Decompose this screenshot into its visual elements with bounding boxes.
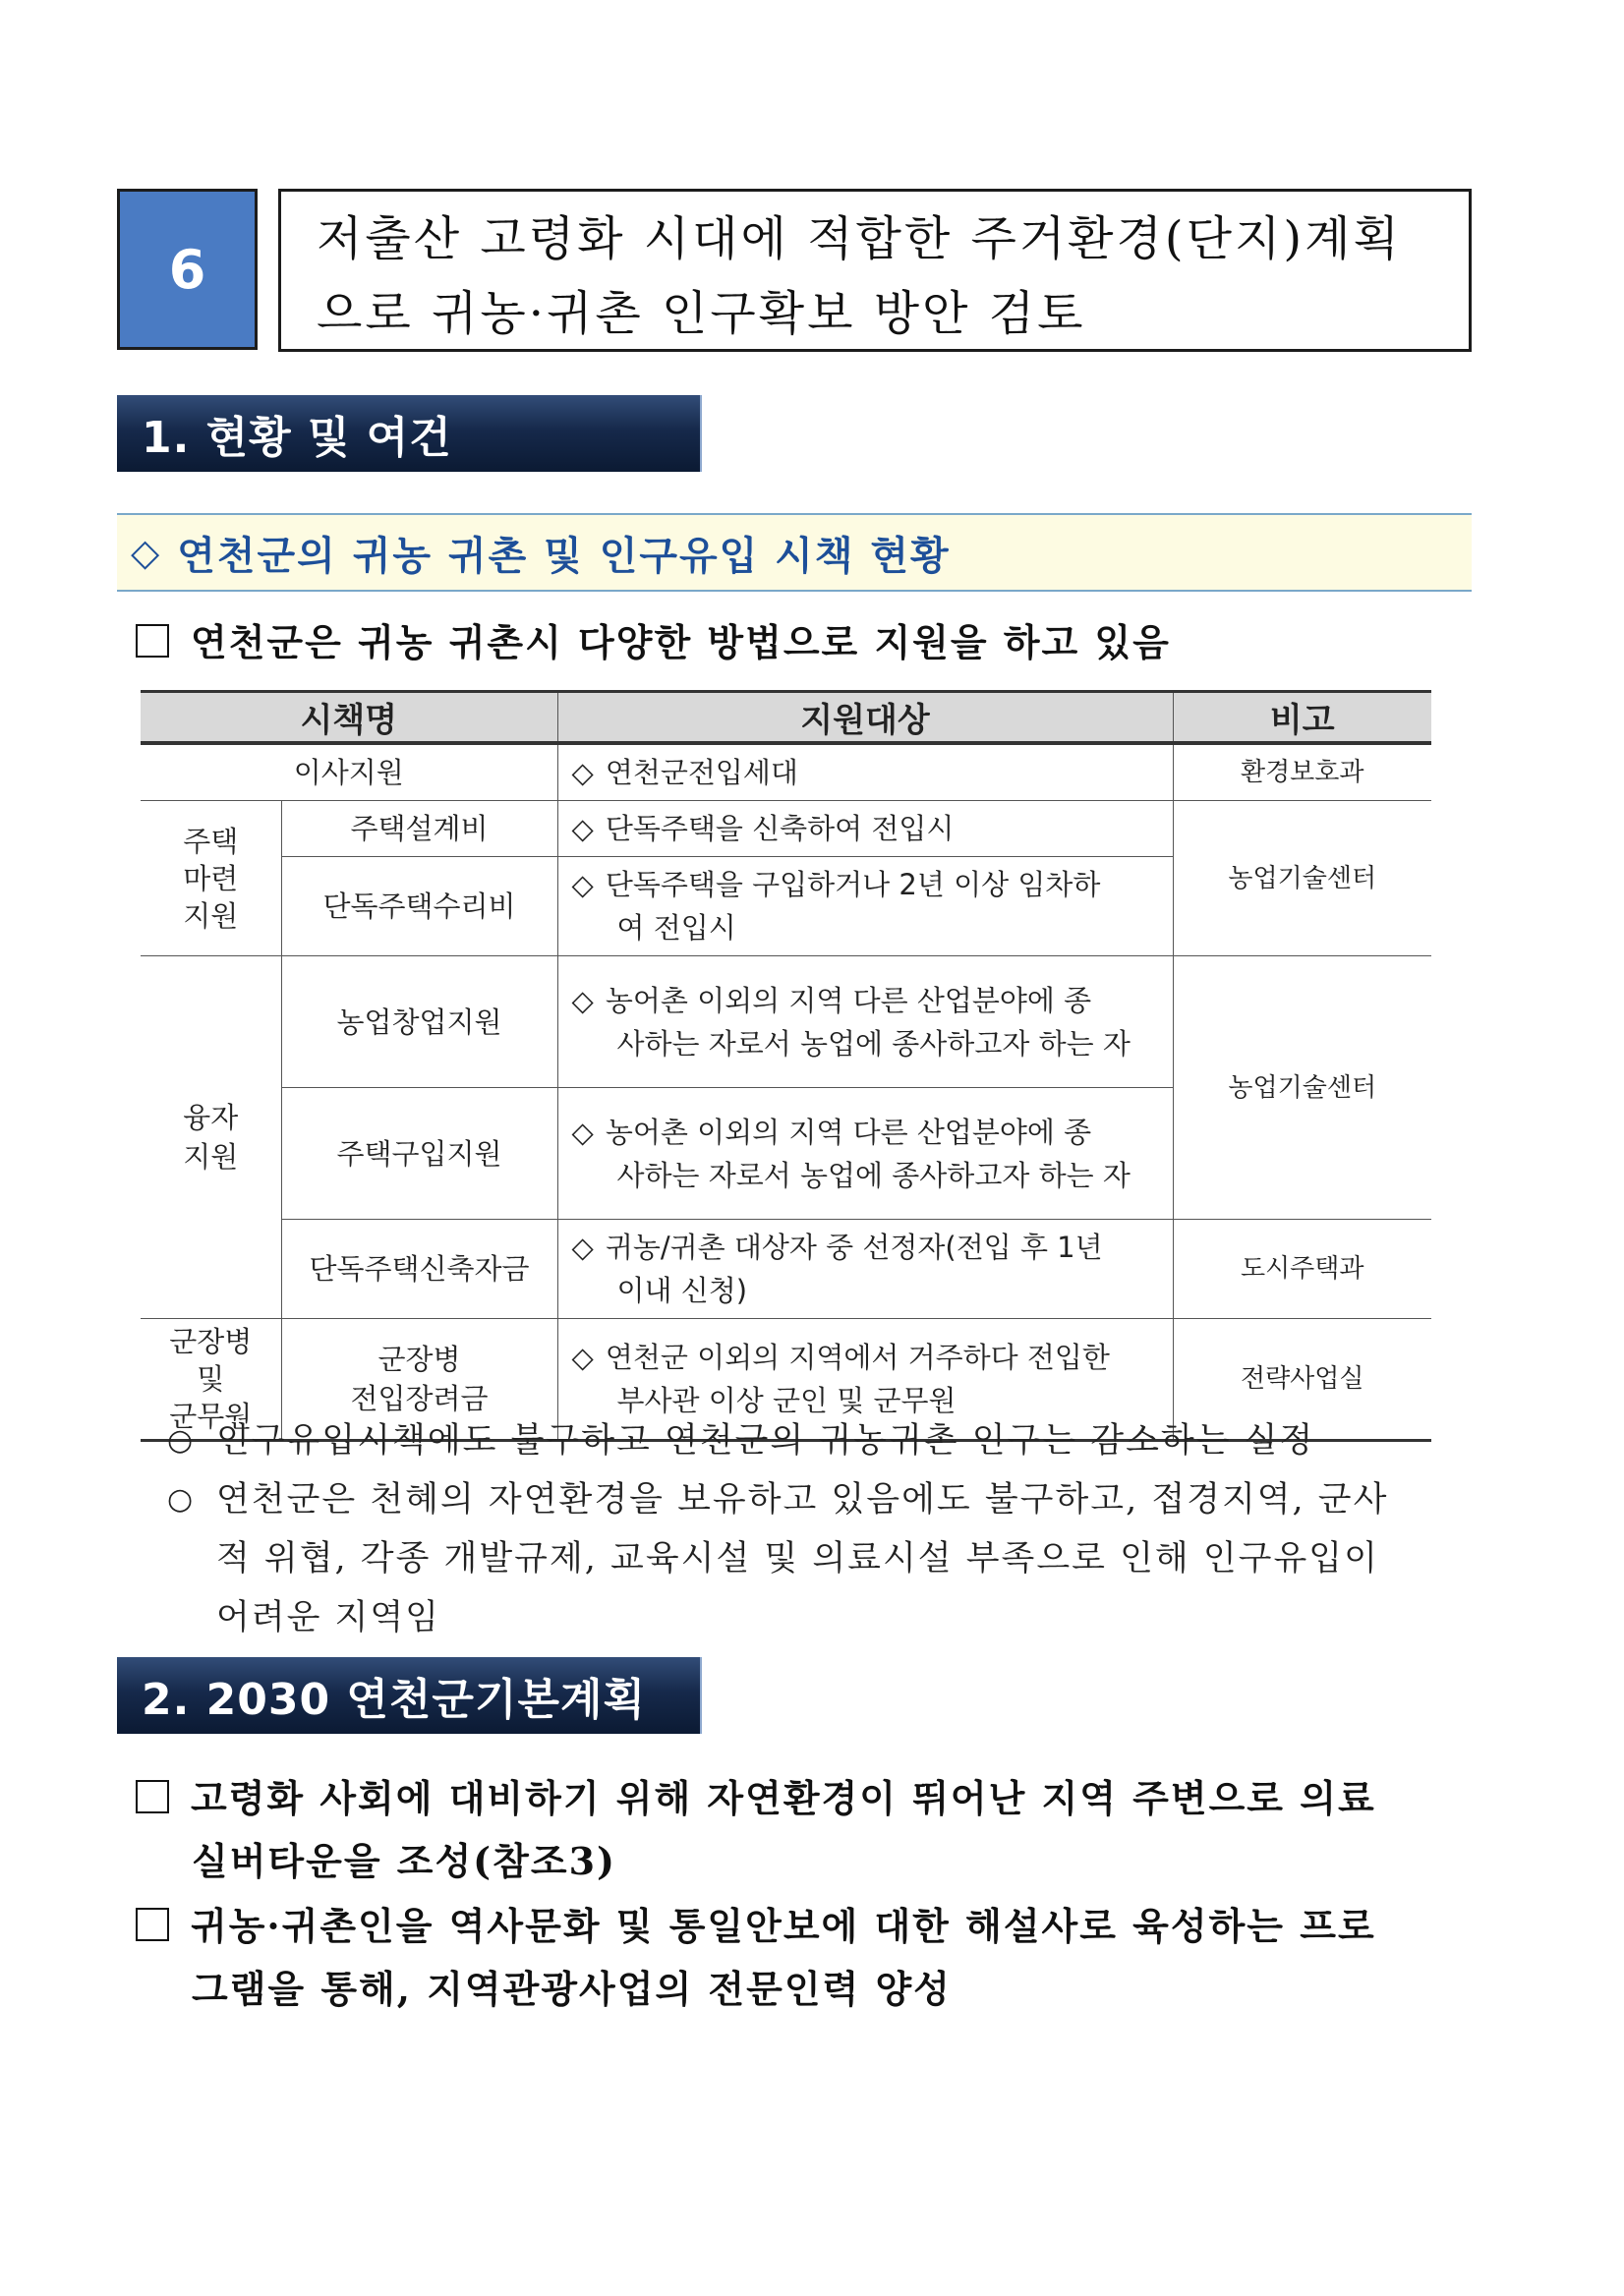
bullet-text: 연천군은 천혜의 자연환경을 보유하고 있음에도 불구하고, 접경지역, 군사	[216, 1480, 1389, 1520]
category-loan	[141, 956, 281, 1319]
plan-item-text-cont: 실버타운을 조성(참조3)	[192, 1839, 617, 1883]
diamond-icon: ◇	[571, 868, 594, 901]
plan-item	[136, 1895, 1376, 2021]
policy-target-text: 농어촌 이외의 지역 다른 산업분야에 종	[605, 1115, 1092, 1149]
category-housing-line: 마련	[183, 861, 239, 895]
category-housing	[141, 801, 281, 956]
policy-target-text-cont: 부사관 이상 군인 및 군무원	[616, 1384, 957, 1417]
policy-name: 단독주택수리비	[281, 857, 557, 956]
checkbox-icon	[136, 624, 169, 658]
policy-target-text: 단독주택을 구입하거나 2년 이상 임차하	[605, 868, 1101, 901]
checkbox-icon	[136, 1908, 169, 1941]
policy-name-line: 군장병	[377, 1343, 461, 1376]
category-housing-line: 주택	[183, 824, 239, 858]
header-note: 비고	[1173, 692, 1431, 744]
policy-note: 농업기술센터	[1173, 801, 1431, 956]
plan-item-text: 귀농·귀촌인을 역사문화 및 통일안보에 대한 해설사로 육성하는 프로	[191, 1904, 1376, 1948]
table-row	[141, 801, 1431, 857]
diamond-icon: ◇	[571, 1115, 594, 1149]
policy-name: 주택설계비	[281, 801, 557, 857]
policy-note: 환경보호과	[1173, 743, 1431, 801]
bullet-text: 적 위협, 각종 개발규제, 교육시설 및 의료시설 부족으로 인해 인구유입이	[216, 1539, 1379, 1578]
policy-table	[141, 690, 1431, 1442]
policy-target	[557, 1220, 1173, 1319]
bullet-text: 어려운 지역임	[216, 1598, 440, 1637]
policy-target-text-cont: 사하는 자로서 농업에 종사하고자 하는 자	[616, 1158, 1131, 1192]
diamond-icon: ◇	[571, 812, 594, 845]
circle-bullet-icon: ○	[167, 1423, 196, 1458]
bullet-item	[167, 1411, 1455, 1470]
policy-target-text: 연천군 이외의 지역에서 거주하다 전입한	[605, 1341, 1110, 1374]
sub-heading	[117, 513, 1472, 592]
intro-item	[136, 611, 1171, 674]
diamond-icon: ◇	[131, 531, 162, 574]
policy-name: 농업창업지원	[281, 956, 557, 1088]
plan-item-text-cont: 그램을 통해, 지역관광사업의 전문인력 양성	[192, 1967, 952, 2011]
category-military-line: 및	[197, 1362, 225, 1396]
policy-target	[557, 857, 1173, 956]
status-bullets	[167, 1411, 1455, 1647]
section-heading-1	[117, 395, 702, 472]
category-housing-line: 지원	[183, 898, 239, 933]
category-loan-line: 융자	[183, 1101, 239, 1134]
header-policy: 시책명	[141, 692, 557, 744]
policy-target-text: 연천군전입세대	[605, 756, 798, 789]
table-row	[141, 956, 1431, 1088]
policy-note: 전략사업실	[1173, 1319, 1431, 1441]
table-row	[141, 1220, 1431, 1319]
table-header-row	[141, 692, 1431, 744]
sub-heading-text: 연천군의 귀농 귀촌 및 인구유입 시책 현황	[177, 533, 951, 579]
diamond-icon: ◇	[571, 1231, 594, 1264]
section-heading-1-text: 1. 현황 및 여건	[142, 413, 452, 463]
policy-target-text-cont: 사하는 자로서 농업에 종사하고자 하는 자	[616, 1026, 1131, 1061]
header-target: 지원대상	[557, 692, 1173, 744]
bullet-item	[167, 1470, 1455, 1647]
category-loan-line: 지원	[183, 1140, 239, 1174]
diamond-icon: ◇	[571, 983, 594, 1017]
policy-name: 이사지원	[141, 743, 557, 801]
checkbox-icon	[136, 1780, 169, 1813]
section-number: 6	[168, 238, 206, 301]
category-military-line: 군무원	[169, 1400, 253, 1433]
diamond-icon: ◇	[571, 1341, 594, 1374]
policy-name-line: 전입장려금	[350, 1382, 489, 1415]
policy-target-text-cont: 여 전입시	[616, 911, 736, 945]
policy-target	[557, 743, 1173, 801]
plan-item	[136, 1767, 1376, 1893]
bullet-text: 인구유입시책에도 불구하고 연천군의 귀농귀촌 인구는 감소하는 실정	[216, 1421, 1315, 1461]
plan-item-text: 고령화 사회에 대비하기 위해 자연환경이 뛰어난 지역 주변으로 의료	[191, 1776, 1376, 1820]
category-military-line: 군장병	[169, 1325, 253, 1358]
section-heading-2	[117, 1657, 702, 1734]
policy-target-text: 농어촌 이외의 지역 다른 산업분야에 종	[605, 983, 1092, 1017]
title-line-1: 저출산 고령화 시대에 적합한 주거환경(단지)계획	[317, 211, 1402, 266]
intro-text: 연천군은 귀농 귀촌시 다양한 방법으로 지원을 하고 있음	[191, 620, 1171, 664]
policy-note: 농업기술센터	[1173, 956, 1431, 1220]
circle-bullet-icon: ○	[167, 1482, 196, 1517]
section-number-badge	[117, 189, 258, 350]
policy-target	[557, 956, 1173, 1088]
policy-target-text: 귀농/귀촌 대상자 중 선정자(전입 후 1년	[605, 1231, 1103, 1264]
policy-note: 도시주택과	[1173, 1220, 1431, 1319]
title-line-2: 으로 귀농·귀촌 인구확보 방안 검토	[317, 286, 1086, 341]
policy-target	[557, 801, 1173, 857]
policy-name: 단독주택신축자금	[281, 1220, 557, 1319]
section-heading-2-text: 2. 2030 연천군기본계획	[142, 1675, 646, 1725]
policy-target	[557, 1088, 1173, 1220]
diamond-icon: ◇	[571, 756, 594, 789]
table-row	[141, 743, 1431, 801]
document-title	[278, 189, 1472, 352]
policy-target-text: 단독주택을 신축하여 전입시	[605, 812, 955, 845]
policy-name: 주택구입지원	[281, 1088, 557, 1220]
policy-target-text-cont: 이내 신청)	[616, 1274, 748, 1307]
